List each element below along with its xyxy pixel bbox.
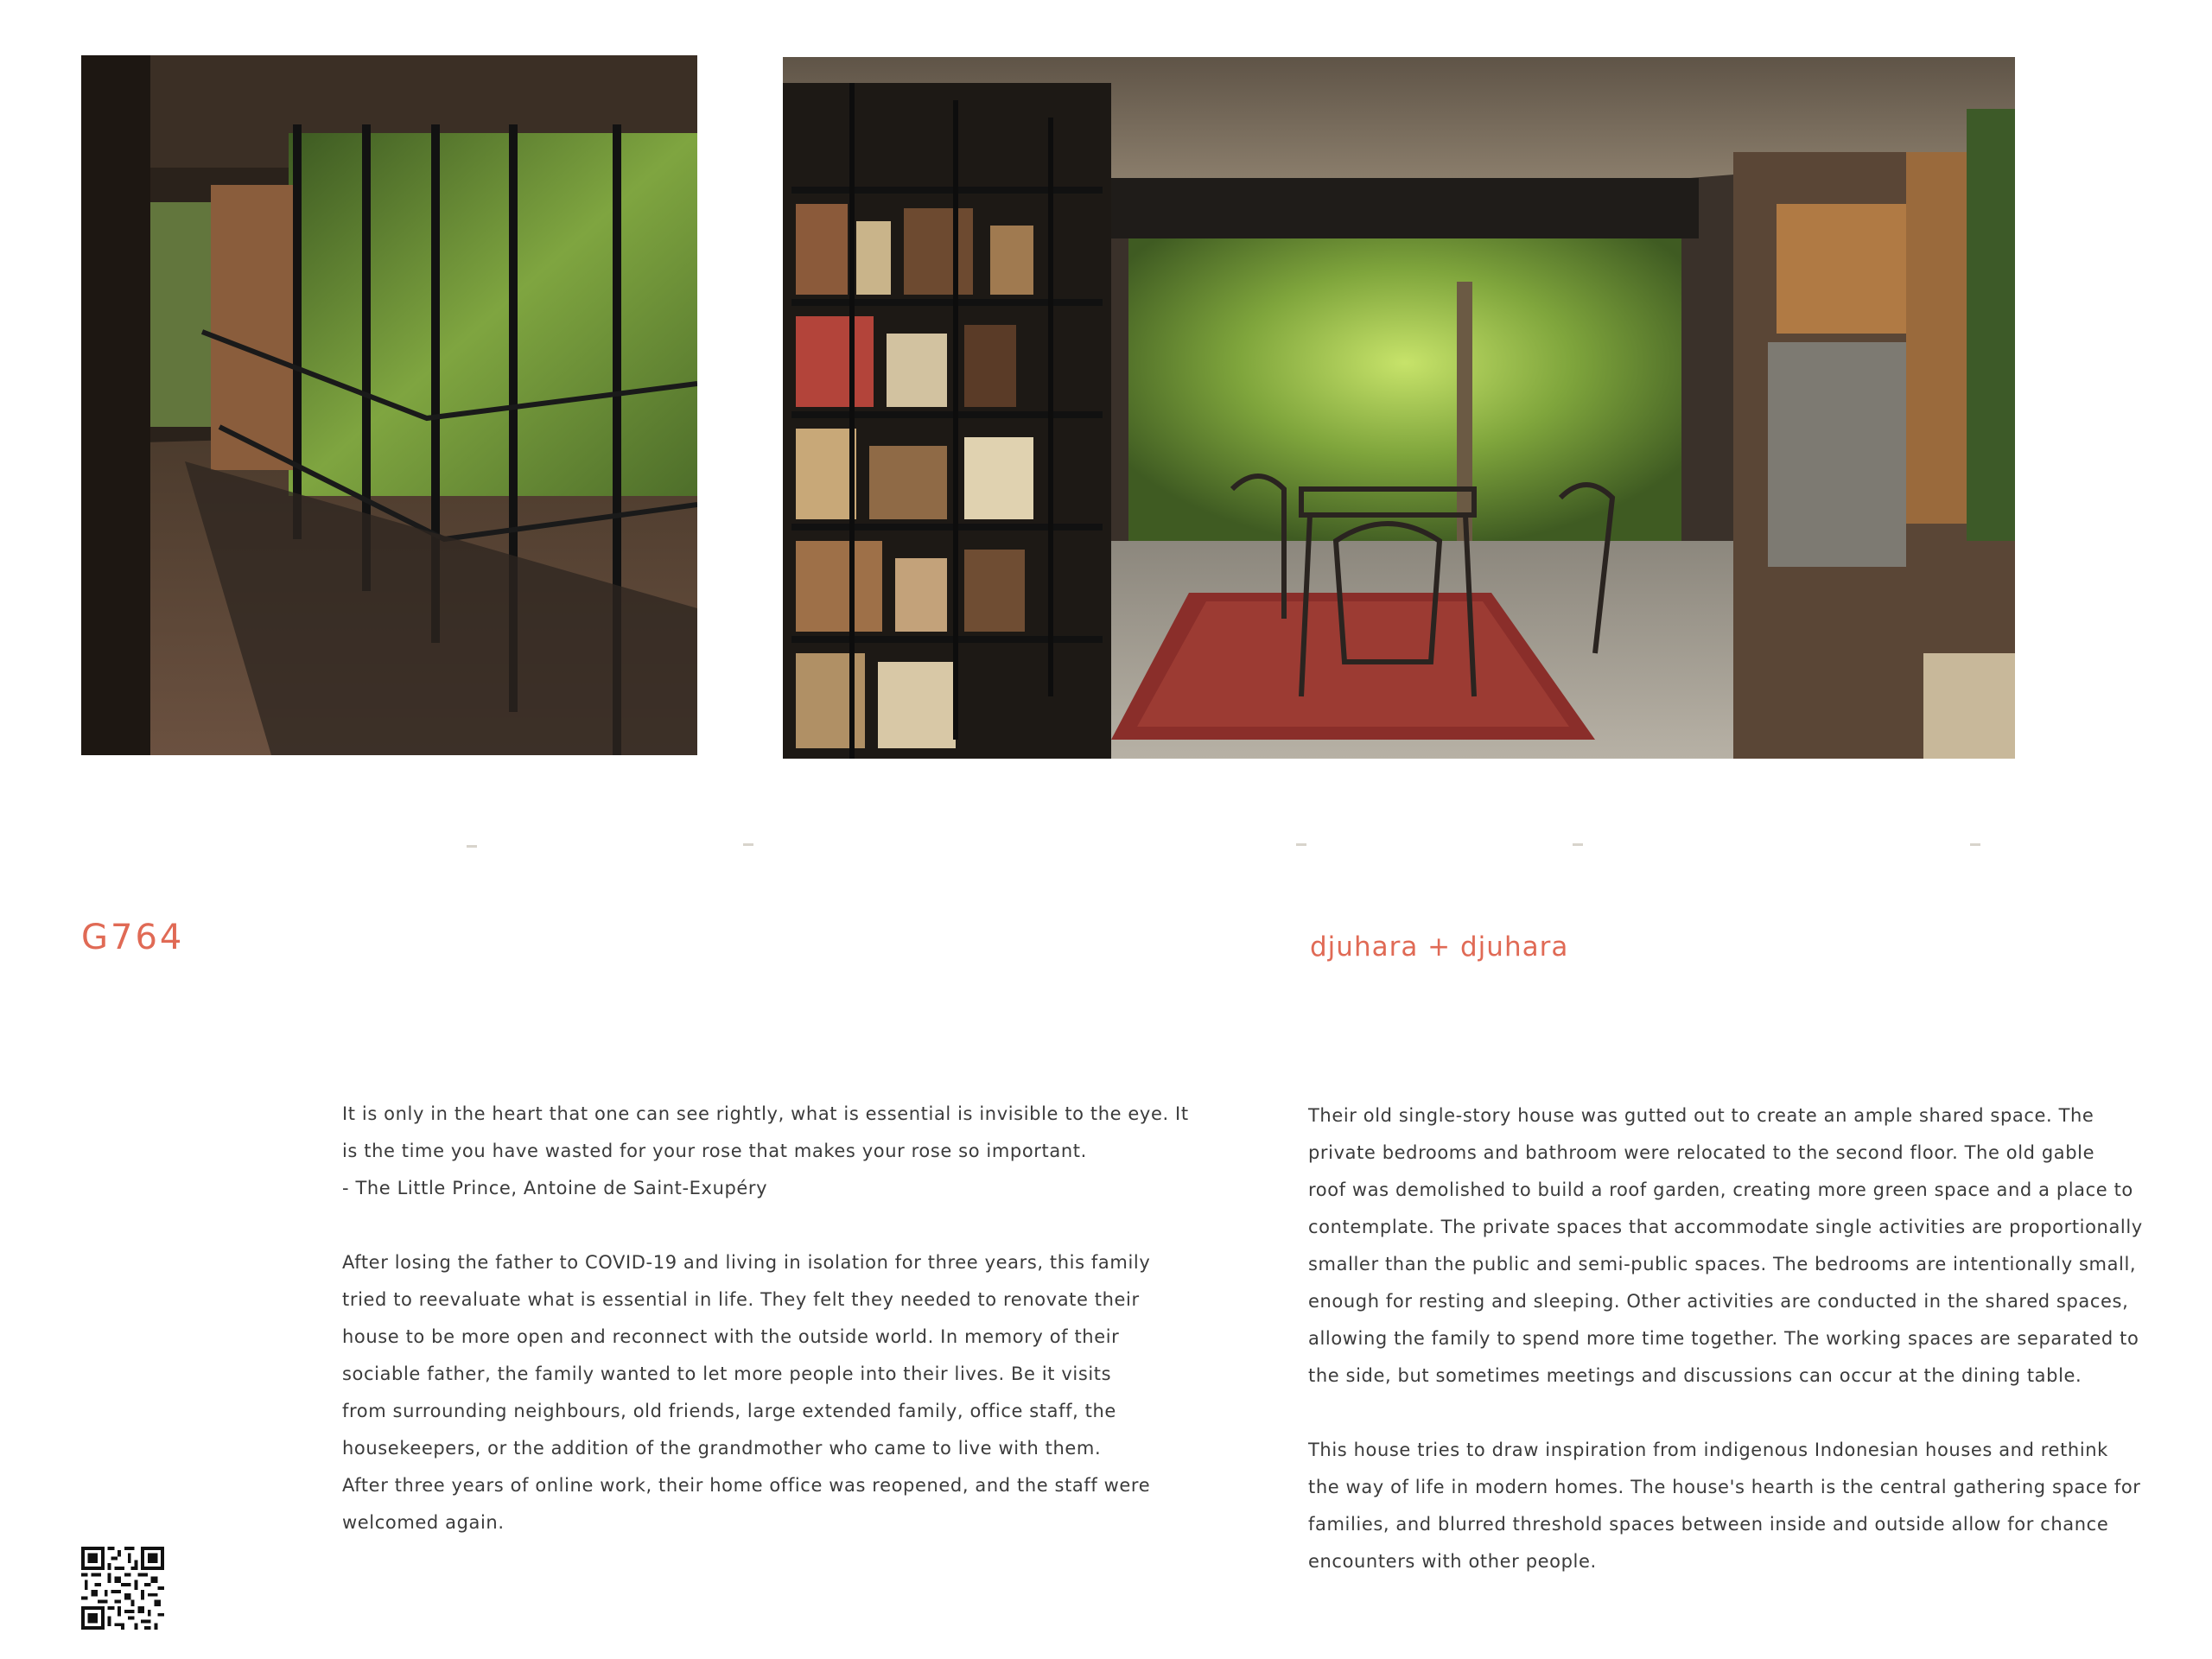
body-line: roof was demolished to build a roof garden, creating more green space and a place to: [1308, 1179, 2133, 1200]
body-line: allowing the family to spend more time together. The working spaces are separated to: [1308, 1328, 2139, 1349]
body-line: After losing the father to COVID-19 and living in isolation for three years, this family: [342, 1252, 1151, 1273]
quote-attribution: - The Little Prince, Antoine de Saint-Exupéry: [342, 1178, 768, 1198]
scan-speck: [1296, 843, 1306, 846]
body-line: encounters with other people.: [1308, 1551, 1597, 1572]
photo-dining-room: [783, 57, 2015, 759]
body-line: This house tries to draw inspiration from indigenous Indonesian houses and rethink: [1308, 1440, 2108, 1460]
scan-speck: [1970, 843, 1980, 846]
body-line: contemplate. The private spaces that accommodate single activities are proportionally: [1308, 1217, 2143, 1237]
body-line: house to be more open and reconnect with the outside world. In memory of their: [342, 1326, 1120, 1347]
body-line: smaller than the public and semi-public spaces. The bedrooms are intentionally small,: [1308, 1254, 2137, 1274]
qr-code-graphic: [81, 1547, 164, 1630]
body-line: the way of life in modern homes. The house's hearth is the central gathering space for: [1308, 1477, 2141, 1497]
body-line: enough for resting and sleeping. Other activities are conducted in the shared spaces,: [1308, 1291, 2129, 1312]
quote-line: is the time you have wasted for your rose that makes your rose so important.: [342, 1141, 1087, 1161]
scan-speck: [467, 845, 477, 848]
dining-room-image: [783, 57, 2015, 759]
corridor-image: [81, 55, 697, 755]
body-line: families, and blurred threshold spaces between inside and outside allow for chance: [1308, 1514, 2109, 1535]
body-line: After three years of online work, their home office was reopened, and the staff were: [342, 1475, 1151, 1496]
body-line: Their old single-story house was gutted out to create an ample shared space. The: [1308, 1105, 2094, 1126]
body-line: housekeepers, or the addition of the grandmother who came to live with them.: [342, 1438, 1102, 1459]
quote-line: It is only in the heart that one can see rightly, what is essential is invisible to the eye. It: [342, 1103, 1189, 1124]
body-line: from surrounding neighbours, old friends, large extended family, office staff, the: [342, 1401, 1116, 1421]
photo-corridor: [81, 55, 697, 755]
body-line: private bedrooms and bathroom were relocated to the second floor. The old gable: [1308, 1142, 2095, 1163]
scan-speck: [1573, 843, 1583, 846]
qr-code-icon[interactable]: [81, 1547, 164, 1630]
right-text-column: [1308, 1097, 2172, 1580]
architect-name: djuhara + djuhara: [1310, 931, 1569, 963]
body-line: the side, but sometimes meetings and discussions can occur at the dining table.: [1308, 1365, 2082, 1386]
project-code: G764: [81, 918, 185, 957]
body-line: sociable father, the family wanted to let more people into their lives. Be it visits: [342, 1363, 1112, 1384]
body-line: welcomed again.: [342, 1512, 505, 1533]
body-line: tried to reevaluate what is essential in life. They felt they needed to renovate their: [342, 1289, 1140, 1310]
scan-speck: [743, 843, 753, 846]
left-text-column: [342, 1096, 1215, 1541]
